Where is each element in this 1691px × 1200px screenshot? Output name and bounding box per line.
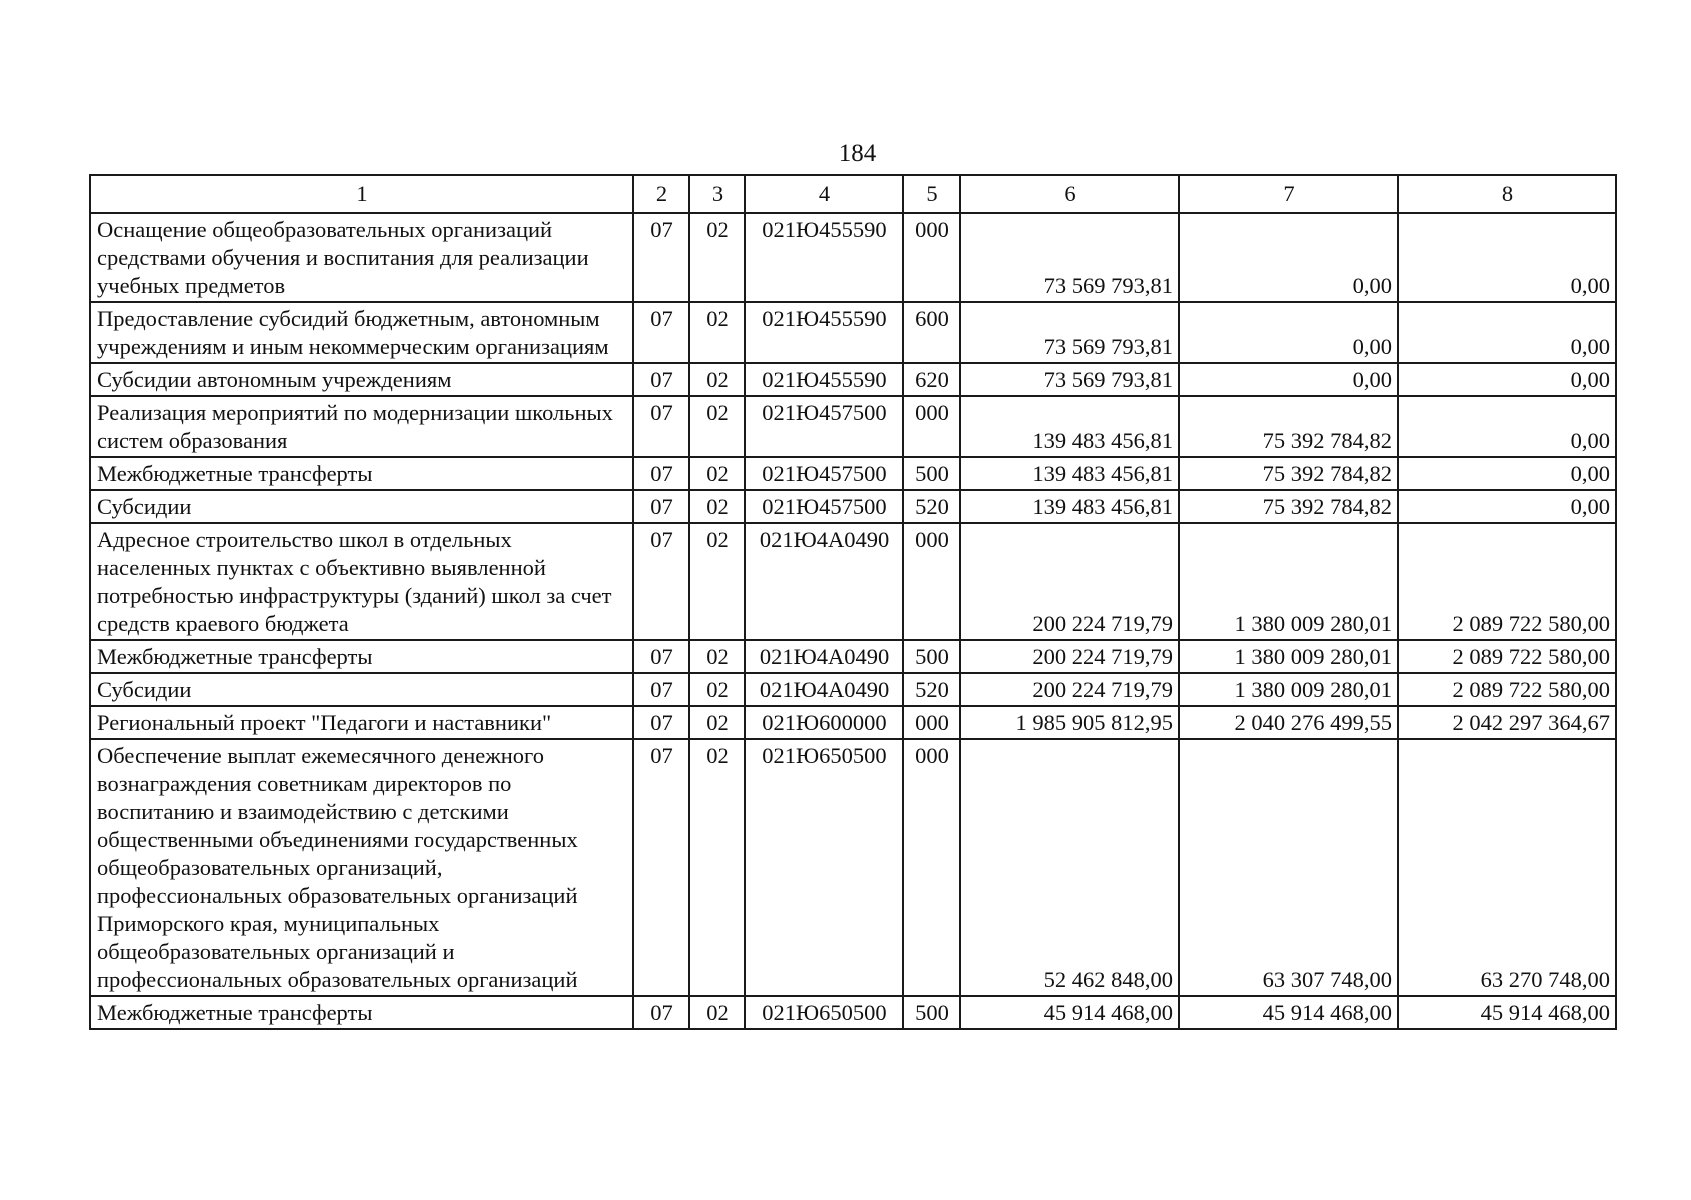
amount-col-7: 0,00 [1179, 363, 1398, 396]
expense-type-code: 520 [903, 490, 960, 523]
expense-type-code: 000 [903, 739, 960, 996]
table-row [90, 996, 1616, 1029]
amount-col-8: 2 042 297 364,67 [1398, 706, 1616, 739]
section-code: 07 [633, 996, 689, 1029]
subsection-code: 02 [689, 996, 745, 1029]
table-row [90, 363, 1616, 396]
amount-col-8: 63 270 748,00 [1398, 739, 1616, 996]
item-name: Межбюджетные трансферты [90, 457, 633, 490]
table-row [90, 739, 1616, 996]
section-code: 07 [633, 363, 689, 396]
amount-col-7: 0,00 [1179, 302, 1398, 363]
expense-type-code: 000 [903, 706, 960, 739]
target-article-code: 021Ю455590 [745, 213, 903, 302]
target-article-code: 021Ю4А0490 [745, 640, 903, 673]
target-article-code: 021Ю457500 [745, 490, 903, 523]
amount-col-6: 200 224 719,79 [960, 673, 1179, 706]
item-name: Оснащение общеобразовательных организаций средствами обучения и воспитания для реализации учебных предметов [90, 213, 633, 302]
section-code: 07 [633, 739, 689, 996]
item-name: Предоставление субсидий бюджетным, автономным учреждениям и иным некоммерческим организациям [90, 302, 633, 363]
amount-col-6: 200 224 719,79 [960, 523, 1179, 640]
amount-col-7: 1 380 009 280,01 [1179, 523, 1398, 640]
section-code: 07 [633, 457, 689, 490]
item-name: Адресное строительство школ в отдельных населенных пунктах с объективно выявленной потребностью инфраструктуры (зданий) школ за счет средств краевого бюджета [90, 523, 633, 640]
amount-col-8: 2 089 722 580,00 [1398, 640, 1616, 673]
column-number-row [90, 175, 1616, 213]
item-name: Межбюджетные трансферты [90, 996, 633, 1029]
page-number: 184 [838, 140, 877, 167]
subsection-code: 02 [689, 523, 745, 640]
item-name: Субсидии [90, 490, 633, 523]
amount-col-7: 75 392 784,82 [1179, 457, 1398, 490]
target-article-code: 021Ю4А0490 [745, 673, 903, 706]
amount-col-6: 73 569 793,81 [960, 302, 1179, 363]
expense-type-code: 500 [903, 996, 960, 1029]
amount-col-6: 139 483 456,81 [960, 490, 1179, 523]
table-row [90, 673, 1616, 706]
amount-col-6: 52 462 848,00 [960, 739, 1179, 996]
budget-table [89, 174, 1617, 1030]
target-article-code: 021Ю455590 [745, 302, 903, 363]
expense-type-code: 000 [903, 213, 960, 302]
expense-type-code: 500 [903, 457, 960, 490]
target-article-code: 021Ю455590 [745, 363, 903, 396]
subsection-code: 02 [689, 490, 745, 523]
subsection-code: 02 [689, 457, 745, 490]
section-code: 07 [633, 706, 689, 739]
amount-col-7: 1 380 009 280,01 [1179, 640, 1398, 673]
amount-col-7: 2 040 276 499,55 [1179, 706, 1398, 739]
amount-col-6: 45 914 468,00 [960, 996, 1179, 1029]
target-article-code: 021Ю650500 [745, 996, 903, 1029]
amount-col-8: 0,00 [1398, 363, 1616, 396]
amount-col-6: 73 569 793,81 [960, 213, 1179, 302]
item-name: Субсидии [90, 673, 633, 706]
item-name: Региональный проект "Педагоги и наставники" [90, 706, 633, 739]
column-header: 3 [689, 175, 745, 213]
amount-col-8: 0,00 [1398, 490, 1616, 523]
amount-col-8: 0,00 [1398, 213, 1616, 302]
section-code: 07 [633, 302, 689, 363]
section-code: 07 [633, 523, 689, 640]
column-header: 6 [960, 175, 1179, 213]
amount-col-8: 45 914 468,00 [1398, 996, 1616, 1029]
expense-type-code: 620 [903, 363, 960, 396]
amount-col-6: 200 224 719,79 [960, 640, 1179, 673]
item-name: Субсидии автономным учреждениям [90, 363, 633, 396]
amount-col-8: 2 089 722 580,00 [1398, 523, 1616, 640]
amount-col-7: 1 380 009 280,01 [1179, 673, 1398, 706]
item-name: Реализация мероприятий по модернизации школьных систем образования [90, 396, 633, 457]
table-row [90, 213, 1616, 302]
subsection-code: 02 [689, 363, 745, 396]
expense-type-code: 520 [903, 673, 960, 706]
subsection-code: 02 [689, 706, 745, 739]
column-header: 7 [1179, 175, 1398, 213]
amount-col-8: 2 089 722 580,00 [1398, 673, 1616, 706]
column-header: 5 [903, 175, 960, 213]
subsection-code: 02 [689, 640, 745, 673]
column-header: 8 [1398, 175, 1616, 213]
amount-col-6: 139 483 456,81 [960, 457, 1179, 490]
table-row [90, 457, 1616, 490]
table-row [90, 396, 1616, 457]
section-code: 07 [633, 640, 689, 673]
column-header: 4 [745, 175, 903, 213]
subsection-code: 02 [689, 673, 745, 706]
amount-col-7: 63 307 748,00 [1179, 739, 1398, 996]
subsection-code: 02 [689, 396, 745, 457]
table-row [90, 706, 1616, 739]
subsection-code: 02 [689, 739, 745, 996]
expense-type-code: 000 [903, 523, 960, 640]
column-header: 1 [90, 175, 633, 213]
amount-col-6: 1 985 905 812,95 [960, 706, 1179, 739]
amount-col-7: 75 392 784,82 [1179, 396, 1398, 457]
subsection-code: 02 [689, 302, 745, 363]
expense-type-code: 500 [903, 640, 960, 673]
amount-col-7: 45 914 468,00 [1179, 996, 1398, 1029]
target-article-code: 021Ю600000 [745, 706, 903, 739]
target-article-code: 021Ю457500 [745, 396, 903, 457]
table-row [90, 523, 1616, 640]
item-name: Межбюджетные трансферты [90, 640, 633, 673]
amount-col-7: 75 392 784,82 [1179, 490, 1398, 523]
amount-col-8: 0,00 [1398, 302, 1616, 363]
section-code: 07 [633, 213, 689, 302]
table-row [90, 490, 1616, 523]
section-code: 07 [633, 396, 689, 457]
amount-col-8: 0,00 [1398, 457, 1616, 490]
section-code: 07 [633, 490, 689, 523]
target-article-code: 021Ю4А0490 [745, 523, 903, 640]
amount-col-6: 73 569 793,81 [960, 363, 1179, 396]
table-row [90, 640, 1616, 673]
subsection-code: 02 [689, 213, 745, 302]
expense-type-code: 600 [903, 302, 960, 363]
amount-col-7: 0,00 [1179, 213, 1398, 302]
expense-type-code: 000 [903, 396, 960, 457]
amount-col-8: 0,00 [1398, 396, 1616, 457]
column-header: 2 [633, 175, 689, 213]
target-article-code: 021Ю457500 [745, 457, 903, 490]
amount-col-6: 139 483 456,81 [960, 396, 1179, 457]
item-name: Обеспечение выплат ежемесячного денежного вознаграждения советникам директоров по воспитанию и взаимодействию с детскими общественными объединениями государственных общеобразовательных организаций, профессиональных образовательных организаций Приморского края, муниципальных общеобразовательных организаций и профессиональных образовательных организаций [90, 739, 633, 996]
section-code: 07 [633, 673, 689, 706]
table-row [90, 302, 1616, 363]
target-article-code: 021Ю650500 [745, 739, 903, 996]
